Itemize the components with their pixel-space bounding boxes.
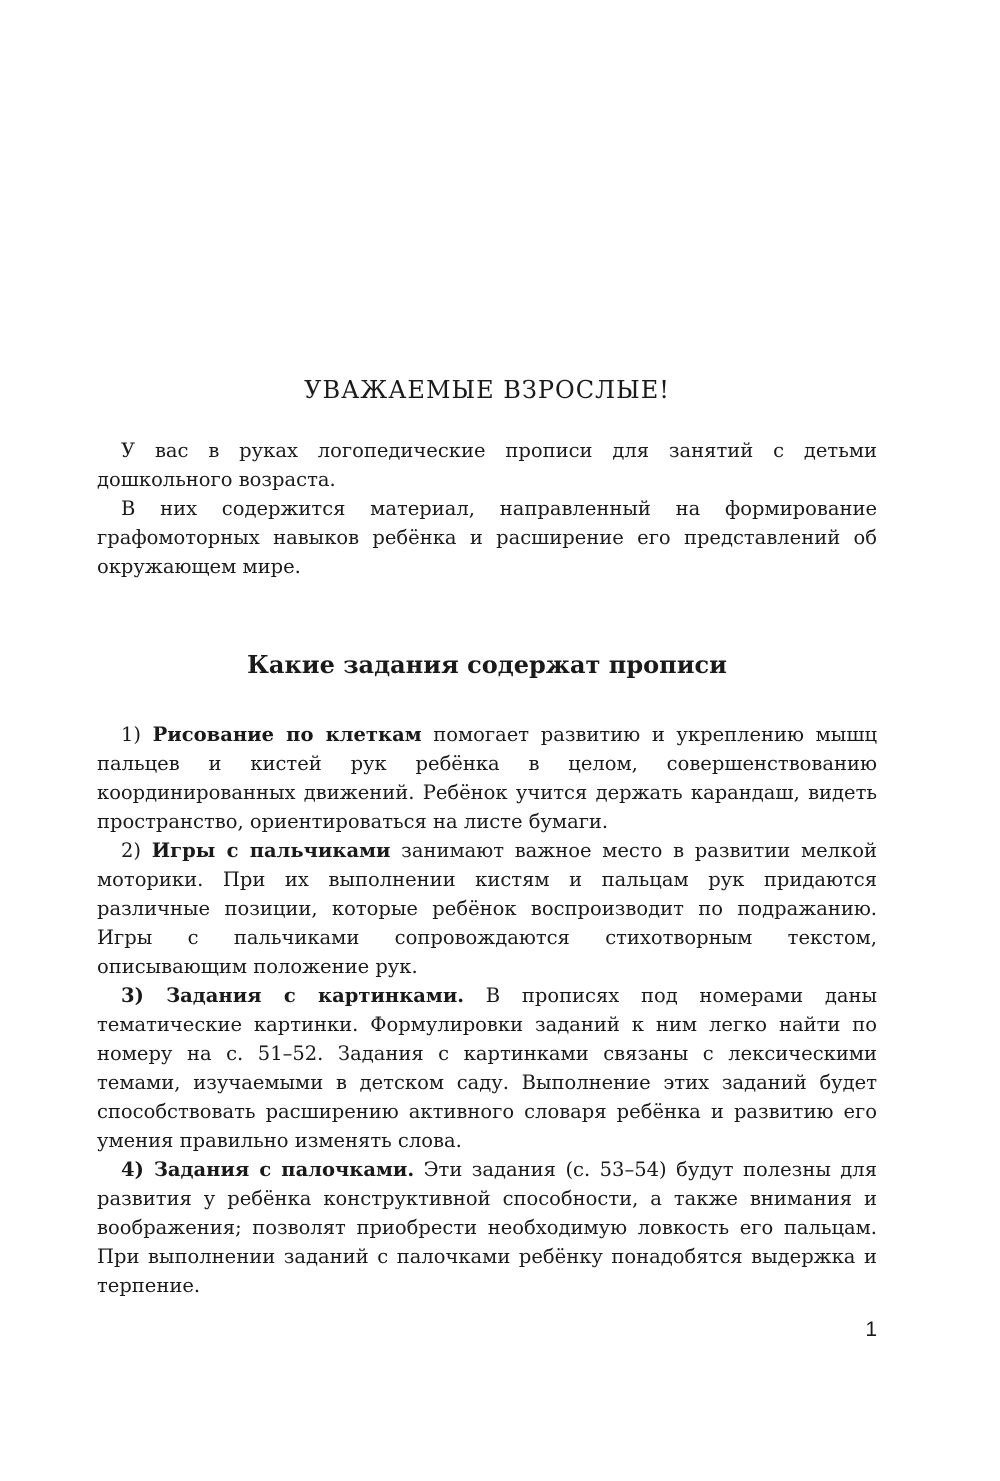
task-text: Эти задания (с. 53–54) будут полезны для развития у ребёнка конструктивной способности, а также внимания и воображения; позволят приобрести необходимую ловкость его пальцам. При выполнении заданий с палочками ребёнку понадобятся выдержка и терпение. <box>97 1158 877 1297</box>
tasks-list <box>97 720 877 1300</box>
task-text: занимают важное место в развитии мелкой моторики. При их выполнении кистям и пальцам рук придаются различные позиции, которые ребёнок воспроизводит по подражанию. Игры с пальчиками сопровождаются стихотворным текстом, описывающим положение рук. <box>97 839 877 978</box>
page-number: 1 <box>865 1318 877 1341</box>
intro-paragraph-1: У вас в руках логопедические прописи для занятий с детьми дошкольного возраста. <box>97 439 877 491</box>
task-lead: 2) <box>121 839 152 862</box>
task-heading: Рисование по клеткам <box>152 723 422 746</box>
task-heading: 3) Задания с картинками. <box>121 984 465 1007</box>
document-page <box>97 0 877 1481</box>
main-title: УВАЖАЕМЫЕ ВЗРОСЛЫЕ! <box>304 376 670 404</box>
task-heading: 4) Задания с палочками. <box>121 1158 415 1181</box>
task-text: В прописях под номерами даны тематические картинки. Формулировки заданий к ним легко найти по номеру на с. 51–52. Задания с картинками связаны с лексическими темами, изучаемыми в детском саду. Выполнение этих заданий будет способствовать расширению активного словаря ребёнка и развитию его умения правильно изменять слова. <box>97 984 877 1152</box>
task-paragraph-4 <box>97 1155 877 1300</box>
intro-section <box>97 436 877 581</box>
task-paragraph-1 <box>97 720 877 836</box>
section-title: Какие задания содержат прописи <box>247 650 727 679</box>
task-paragraph-2 <box>97 836 877 981</box>
task-text: помогает развитию и укреплению мышц пальцев и кистей рук ребёнка в целом, совершенствованию координированных движений. Ребёнок учится держать карандаш, видеть пространство, ориентироваться на листе бумаги. <box>97 723 877 833</box>
intro-paragraph-2: В них содержится материал, направленный на формирование графомоторных навыков ребёнка и расширение его представлений об окружающем мире. <box>97 497 877 578</box>
task-paragraph-3 <box>97 981 877 1155</box>
task-heading: Игры с пальчиками <box>151 839 391 862</box>
task-lead: 1) <box>121 723 153 746</box>
